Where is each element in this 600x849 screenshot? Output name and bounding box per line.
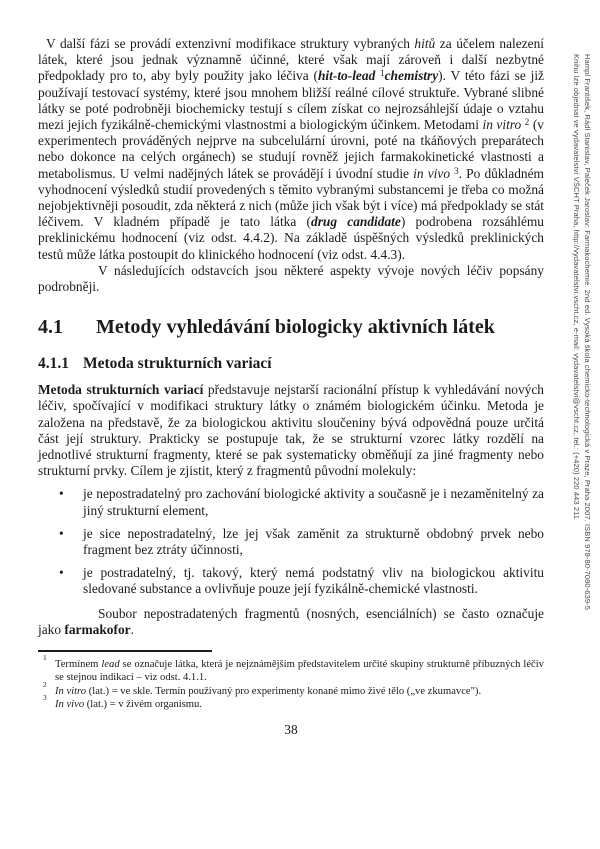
- text-column: [38, 36, 544, 738]
- footnote-text: Termínem lead se označuje látka, která je nejznámějším představitelem určité skupiny strukturně příbuzných léčiv se stejnou indikací – viz odst. 4.1.1.: [55, 659, 544, 684]
- paragraph-transition: V následujících odstavcích jsou některé aspekty vývoje nových léčiv popsány podrobněji.: [38, 262, 544, 295]
- spine-citation: Hampl František, Rádl Stanislav, Paleček Jaroslav: Farmakochemie. 2nd ed. Vysoká škola chemicko-technologická v Praze, Praha 2007. ISBN 978-80-7080-639-5: [583, 54, 592, 610]
- spine-order-info: Knihu lze objednat ve vydavatelství VŠCHT Praha, http://vydavatelstvi.vscht.cz, e-mail: vydavatelstvi@vscht.cz, tel.: (+420) 220 443 211: [572, 54, 581, 520]
- footnote-text: In vitro (lat.) = ve skle. Termín používaný pro experimenty konané mimo živé tělo („ve zkumavce").: [55, 685, 482, 697]
- bullet-item: [38, 565, 544, 597]
- bullet-list: [38, 486, 544, 597]
- footnote-divider: [38, 650, 212, 652]
- bullet-item: [38, 486, 544, 518]
- footnote-text: In vivo (lat.) = v živém organismu.: [55, 698, 202, 710]
- paragraph-method: Metoda strukturních variací představuje nejstarší racionální přístup k vyhledávání nových léčiv, spočívající v modifikaci struktury látky o známém biologickém účinku. Metoda je založena na představě, že za biologickou aktivitu sloučeniny bývá odpovědná pouze určitá část její struktury. Prakticky se postupuje tak, že se strukturní vzorec látky rozdělí na jednotlivé strukturní fragmenty, které se pak systematicky obměňují za jiné fragmenty nebo strukturní prvky. Cílem je zjistit, který z fragmentů původní molekuly:: [38, 382, 544, 479]
- spine-imprint: [571, 54, 593, 610]
- subsection-heading: [38, 354, 544, 373]
- footnote-3: 3 In vivo (lat.) = v živém organismu.: [43, 692, 202, 710]
- bullet-text: je sice nepostradatelný, lze jej však zaměnit za strukturně obdobný prvek nebo fragment bez ztráty účinnosti,: [83, 525, 544, 558]
- bullet-icon: •: [59, 565, 64, 581]
- footnote-2: 2 In vitro (lat.) = ve skle. Termín používaný pro experimenty konané mimo živé tělo („ve zkumavce").: [43, 679, 482, 697]
- footnote-1: 1 Termínem lead se označuje látka, která je nejznámějším představitelem určité skupiny strukturně příbuzných léčiv se stejnou indikací – viz odst. 4.1.1.: [43, 653, 544, 684]
- page-number: 38: [284, 721, 298, 737]
- section-number: 4.1: [38, 316, 63, 339]
- subsection-number: 4.1.1: [38, 355, 69, 373]
- footnotes-block: [38, 653, 544, 711]
- section-title: Metody vyhledávání biologicky aktivních látek: [96, 316, 495, 339]
- bullet-text: je nepostradatelný pro zachování biologické aktivity a současně je i nezaměnitelný za jiný strukturní element,: [83, 486, 544, 518]
- bullet-icon: •: [59, 486, 64, 502]
- bullet-item: [38, 526, 544, 558]
- bullet-icon: •: [59, 525, 64, 541]
- section-heading: [38, 315, 544, 339]
- bullet-text: je postradatelný, tj. takový, který nemá podstatný vliv na biologickou aktivitu sledované substance a ovlivňuje pouze její fyzikálně-chemické vlastnosti.: [83, 565, 544, 597]
- paragraph-pharmacophore: Soubor nepostradatených fragmentů (nosných, esenciálních) se často označuje jako farmakofor.: [38, 605, 544, 637]
- subsection-title: Metoda strukturních variací: [83, 355, 272, 373]
- paragraph-intro: V další fázi se provádí extenzivní modifikace struktury vybraných hitů za účelem nalezení látek, které jsou jednak významně účinné, které však mají zároveň i další nezbytné předpoklady pro to, aby byly použity jako léčiva (hit-to-lead $^1$chemistry). V této fázi se již používají testovací systémy, které jsou mnohem bližší reálné cílové struktuře. Vybrané slibné látky se poté podrobněji biochemicky testují s cílem získat co nejrozsáhlejší údaje o vztahu mezi jejich fyzikálně-chemickými vlastnostmi a biologickým účinkem. Metodami in vitro $^2$ (v experimentech prováděných nejprve na subcelulární úrovni, poté na tkáňových preparátech nebo dokonce na celých orgánech) se studují rovněž jejich farmakokinetické vlastnosti a metabolismus. U velmi nadějných látek se provádějí i úvodní studie in vivo $^3$. Po důkladném vyhodnocení výsledků studií provedených s těmito vybranými substancemi je třeba co možná nejobjektivněji posoudit, zda některá z nich (může jich však být i více) má předpoklady se stát léčivem. V kladném případě je tato látka (drug candidate) podrobena rozsáhlému preklinickému hodnocení (viz odst. 4.4.2). Na základě úspěšných výsledků preklinických testů může látka postoupit do klinického hodnocení (viz odst. 4.4.3).: [38, 36, 544, 262]
